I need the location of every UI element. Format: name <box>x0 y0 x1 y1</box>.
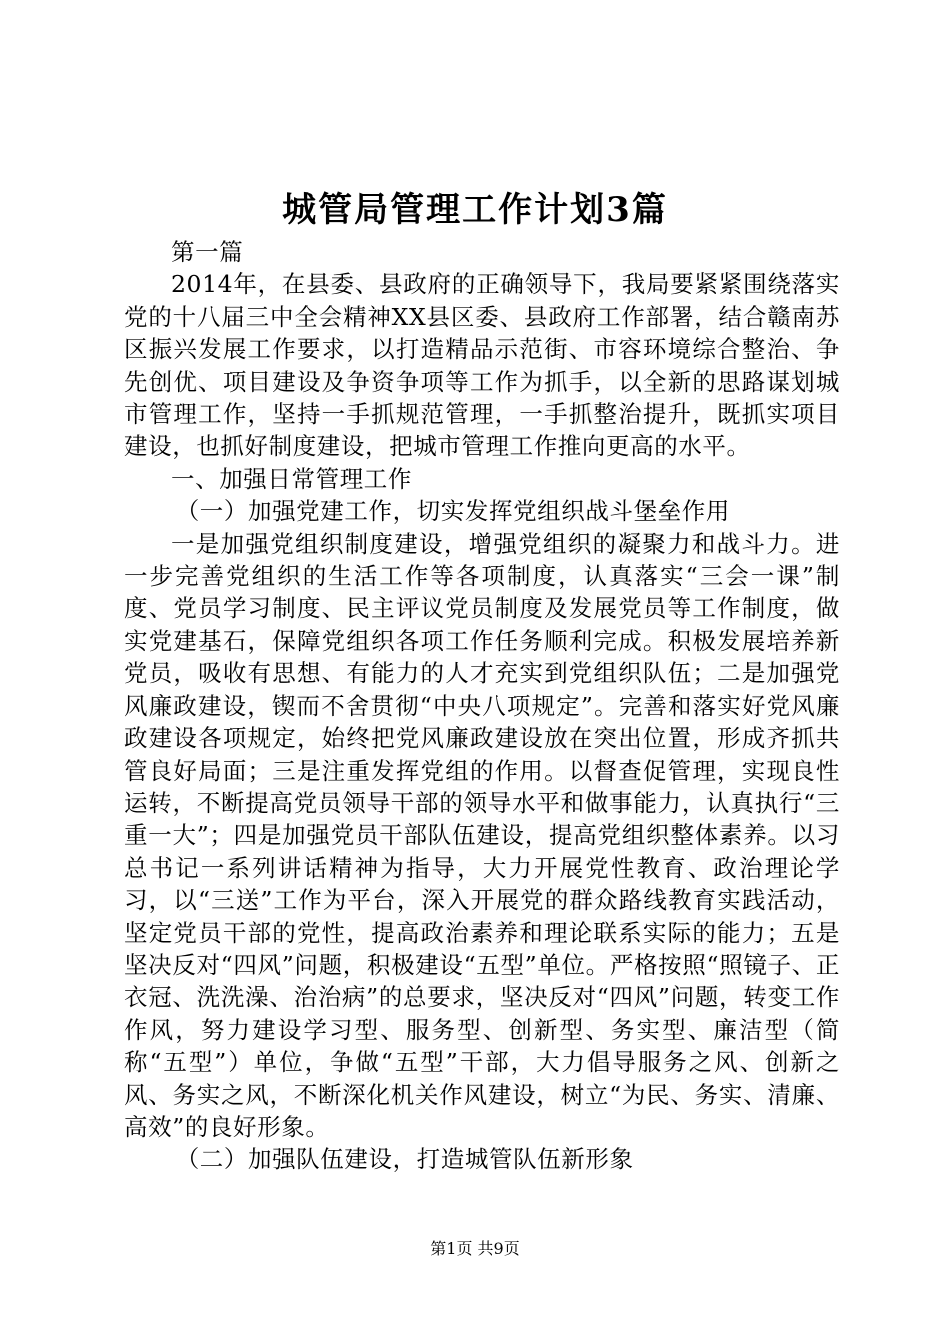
page-footer: 第1页 共9页 <box>430 1239 520 1258</box>
body-paragraph: 2014年，在县委、县政府的正确领导下，我局要紧紧围绕落实党的十八届三中全会精神XX县区委、县政府工作部署，结合赣南苏区振兴发展工作要求，以打造精品示范街、市容环境综合整治、争先创优、项目建设及争资争项等工作为抓手，以全新的思路谋划城市管理工作，坚持一手抓规范管理，一手抓整治提升，既抓实项目建设，也抓好制度建设，把城市管理工作推向更高的水平。 <box>124 270 840 461</box>
section-heading: 一、加强日常管理工作 <box>171 464 412 493</box>
subsection-heading: （一）加强党建工作，切实发挥党组织战斗堡垒作用 <box>175 497 730 526</box>
document-body <box>124 236 840 1176</box>
subsection-heading: （二）加强队伍建设，打造城管队伍新形象 <box>175 1145 634 1174</box>
document-title: 城管局管理工作计划3篇 <box>282 190 668 230</box>
body-paragraph: 一是加强党组织制度建设，增强党组织的凝聚力和战斗力。进一步完善党组织的生活工作等各项制度，认真落实“三会一课”制度、党员学习制度、民主评议党员制度及发展党员等工作制度，做实党建基石，保障党组织各项工作任务顺利完成。积极发展培养新党员，吸收有思想、有能力的人才充实到党组织队伍；二是加强党风廉政建设，锲而不舍贯彻“中央八项规定”。完善和落实好党风廉政建设各项规定，始终把党风廉政建设放在突出位置，形成齐抓共管良好局面；三是注重发挥党组的作用。以督查促管理，实现良性运转，不断提高党员领导干部的领导水平和做事能力，认真执行“三重一大”；四是加强党员干部队伍建设，提高党组织整体素养。以习总书记一系列讲话精神为指导，大力开展党性教育、政治理论学习，以“三送”工作为平台，深入开展党的群众路线教育实践活动，坚定党员干部的党性，提高政治素养和理论联系实际的能力；五是坚决反对“四风”问题，积极建设“五型”单位。严格按照“照镜子、正衣冠、洗洗澡、治治病”的总要求，坚决反对“四风”问题，转变工作作风，努力建设学习型、服务型、创新型、务实型、廉洁型（简称“五型”）单位，争做“五型”干部，大力倡导服务之风、创新之风、务实之风，不断深化机关作风建设，树立“为民、务实、清廉、高效”的良好形象。 <box>124 529 840 1141</box>
section-heading: 第一篇 <box>171 238 244 266</box>
